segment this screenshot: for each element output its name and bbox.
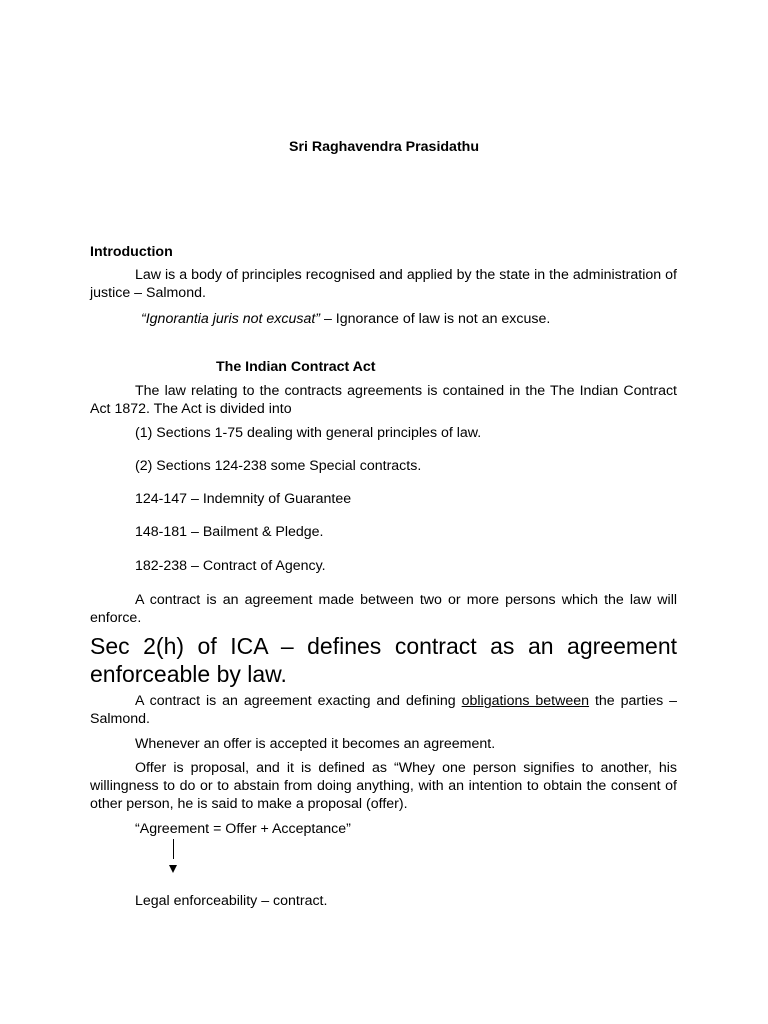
salmond-paragraph <box>90 692 677 728</box>
salmond-text-end: the parties – Salmond. <box>90 693 678 727</box>
maxim-latin: “Ignorantia juris not excusat” <box>141 311 321 327</box>
list-item: (1) Sections 1-75 dealing with general principles of law. <box>135 425 482 441</box>
list-item: 182-238 – Contract of Agency. <box>135 558 326 574</box>
list-item: 148-181 – Bailment & Pledge. <box>135 524 324 540</box>
document-title: Sri Raghavendra Prasidathu <box>288 139 479 155</box>
arrow-down-icon <box>169 865 177 873</box>
maxim-translation: – Ignorance of law is not an excuse. <box>320 311 551 327</box>
agreement-formula: “Agreement = Offer + Acceptance” <box>135 821 351 837</box>
list-item: 124-147 – Indemnity of Guarantee <box>135 491 352 507</box>
salmond-underlined-text: obligations between <box>461 693 590 709</box>
ica-paragraph: The law relating to the contracts agreements is contained in the The Indian Contract Act 1872. The Act is divided into <box>90 383 677 417</box>
ica-heading: The Indian Contract Act <box>216 359 376 375</box>
salmond-text-start: A contract is an agreement exacting and defining <box>135 693 462 709</box>
contract-paragraph: A contract is an agreement made between two or more persons which the law will enforce. <box>90 592 677 626</box>
offer-accepted-line: Whenever an offer is accepted it becomes an agreement. <box>135 736 496 752</box>
list-item: (2) Sections 124-238 some Special contracts. <box>135 458 422 474</box>
arrow-stem <box>173 839 174 859</box>
introduction-heading: Introduction <box>90 244 173 260</box>
legal-enforceability-line: Legal enforceability – contract. <box>135 893 328 909</box>
offer-definition-paragraph: Offer is proposal, and it is defined as “Whey one person signifies to another, his willingness to do or to abstain from doing anything, with an intention to obtain the consent of other person, he is said to make a proposal (offer). <box>90 760 677 812</box>
introduction-paragraph: Law is a body of principles recognised and applied by the state in the administration of justice – Salmond. <box>90 267 677 301</box>
section-2h-heading: Sec 2(h) of ICA – defines contract as an agreement enforceable by law. <box>90 633 677 687</box>
maxim-line <box>141 310 550 328</box>
